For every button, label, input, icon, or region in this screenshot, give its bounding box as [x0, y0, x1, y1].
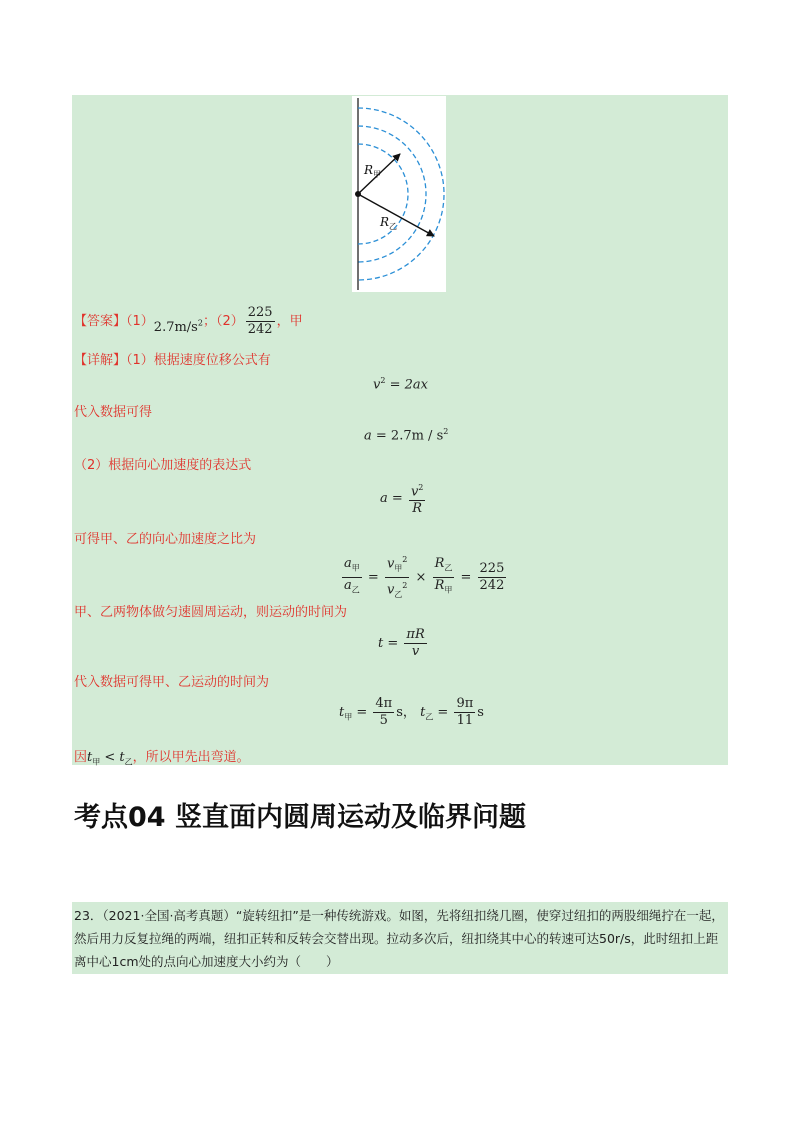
f6-n2: 9π	[456, 696, 474, 711]
f6-t1: t	[339, 705, 345, 720]
f7-lt: <	[100, 750, 120, 765]
answer-part1-sup: 2	[197, 318, 203, 328]
f4-v2-sym: v	[386, 582, 395, 598]
question-text: 23．（2021·全国·高考真题）“旋转纽扣”是一种传统游戏。如图，先将纽扣绕几圈，使穿过纽扣的两股细绳拧在一起，然后用力反复拉绳的两端，纽扣正转和反转会交替出现。拉动多次后，纽扣绕其中心的转速可达50r/s，此时纽扣上距离中心1cm处的点向心加速度大小约为（ ）	[74, 908, 724, 969]
f6-n1: 4π	[375, 696, 393, 711]
f4-a1-sub: 甲	[351, 563, 360, 573]
detail-line7-prefix: 因	[74, 750, 88, 765]
f4-result	[478, 561, 507, 594]
f4-r-ratio	[433, 556, 455, 598]
detail-line-2: 代入数据可得	[74, 405, 153, 420]
f6-unit2: s	[477, 705, 484, 720]
f4-v-ratio	[385, 552, 409, 603]
f4-a-ratio	[342, 556, 362, 598]
f6-t1-sub: 甲	[344, 712, 353, 722]
label-r-yi: R	[380, 215, 390, 229]
center-point	[355, 191, 361, 197]
f7-inequality	[87, 750, 133, 765]
f7-t2-sub: 乙	[124, 757, 133, 767]
f5-num: πR	[406, 627, 425, 642]
answer-line	[74, 305, 303, 338]
f6-sep: ，	[402, 705, 416, 720]
formula-a-value	[364, 427, 448, 443]
f1-v: v	[373, 377, 381, 393]
f6-t2-sub: 乙	[425, 712, 434, 722]
f3-num-v: v	[410, 484, 419, 500]
f1-sup: 2	[380, 376, 386, 385]
f6-t2: t	[420, 705, 426, 720]
f4-v1-sub: 甲	[394, 563, 403, 573]
f3-num-sup: 2	[418, 483, 424, 492]
f5-den: v	[411, 644, 420, 659]
detail-line-6: 代入数据可得甲、乙运动的时间为	[74, 675, 270, 690]
f3-lhs: a	[380, 491, 388, 507]
f2-rhs: = 2.7m / s	[371, 428, 444, 444]
answer-part1-prefix: （1）	[126, 314, 154, 329]
detail-line-5: 甲、乙两物体做匀速圆周运动，则运动的时间为	[74, 605, 348, 620]
f3-fraction	[409, 480, 425, 517]
f6-frac2	[454, 696, 475, 729]
detail-text-1: （1）根据速度位移公式有	[126, 353, 271, 368]
detail-line-1	[74, 349, 271, 368]
f3-den: R	[412, 501, 423, 517]
f4-r2	[433, 578, 455, 599]
f4-r1-sub: 乙	[444, 563, 453, 573]
answer-part1-value	[154, 320, 203, 335]
f1-rhs: = 2ax	[385, 377, 428, 393]
f4-a2	[342, 578, 362, 599]
label-r-jia: R	[364, 163, 374, 177]
answer-part2-den: 242	[247, 322, 273, 337]
formula-acceleration-ratio: $\frac{a_甲}{a_乙}$ = $\frac{v_甲^2}{v_乙^2}$ × $\frac{R_乙}{R_甲}$ = $\frac{225}{242}$	[340, 552, 508, 603]
f2-lhs: a	[364, 428, 372, 444]
f4-v2	[385, 578, 409, 603]
answer-part2-num: 225	[247, 305, 273, 320]
f4-a2-sym: a	[344, 577, 352, 593]
detail-line7-suffix: ，所以甲先出弯道。	[132, 750, 250, 765]
f7-t2: t	[119, 750, 125, 765]
section-heading: 考点04 竖直面内圆周运动及临界问题	[74, 802, 526, 833]
f4-v1	[385, 552, 409, 578]
formula-a-v2-over-r	[380, 480, 427, 517]
f4-r2-sub: 甲	[444, 585, 453, 595]
formula-times: $t_甲$ = $\frac{4\pi}{5}$ s， $t_乙$ = $\frac{9\pi}{11}$ s	[339, 696, 484, 728]
f4-a1	[342, 556, 362, 578]
f7-t1-sub: 甲	[92, 757, 101, 767]
detail-line-7	[74, 746, 250, 768]
f4-v1-sym: v	[386, 556, 395, 572]
f4-r1	[433, 556, 455, 578]
inner-dashed-arc	[358, 144, 408, 244]
answer-sep: ；	[202, 314, 216, 329]
detail-line-3: （2）根据向心加速度的表达式	[74, 458, 252, 473]
f6-frac1	[373, 696, 394, 729]
f3-num	[409, 480, 425, 501]
f6-d2: 11	[456, 713, 474, 728]
f2-sup: 2	[443, 427, 449, 436]
f4-v1-sup: 2	[402, 555, 408, 564]
formula-t-pir-over-v: t = $\frac{\pi R}{v}$	[378, 627, 425, 659]
circular-track-figure	[352, 96, 446, 292]
outer-dashed-arc	[358, 108, 444, 280]
f4-r2-sym: R	[434, 577, 445, 593]
label-r-jia-sub: 甲	[373, 170, 381, 179]
f4-v2-sub: 乙	[394, 589, 403, 599]
f5-fraction	[404, 627, 426, 660]
answer-part2-prefix: （2）	[215, 314, 244, 329]
f6-unit1: s	[396, 705, 403, 720]
answer-part1-number: 2.7m/s	[153, 320, 198, 335]
answer-part2-fraction	[246, 305, 275, 338]
track-diagram	[352, 96, 446, 292]
f5-lhs: t	[378, 636, 384, 651]
middle-dashed-arc	[358, 126, 426, 262]
f4-a2-sub: 乙	[351, 585, 360, 595]
f4-a1-sym: a	[344, 556, 352, 572]
f3-eq: =	[387, 491, 407, 507]
f4-v2-sup: 2	[402, 580, 408, 590]
f4-result-num: 225	[479, 560, 505, 576]
f4-result-den: 242	[479, 577, 505, 593]
label-r-yi-sub: 乙	[389, 222, 397, 231]
answer-tag: 【答案】	[74, 314, 127, 329]
f7-t1: t	[87, 750, 93, 765]
formula-v2-2ax	[373, 376, 428, 392]
detail-line-4: 可得甲、乙的向心加速度之比为	[74, 532, 257, 547]
detail-tag: 【详解】	[74, 353, 127, 368]
answer-part2-suffix: ，甲	[276, 314, 303, 329]
f4-r1-sym: R	[434, 556, 445, 572]
f6-d1: 5	[379, 713, 388, 728]
